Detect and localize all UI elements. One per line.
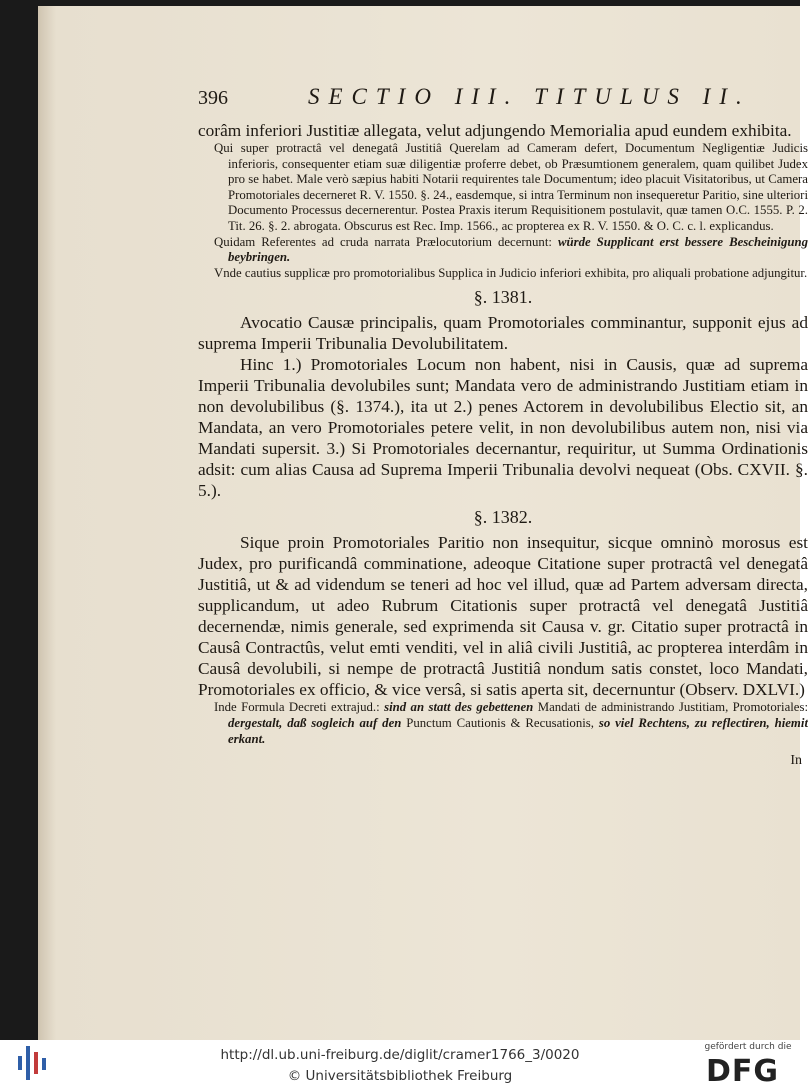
paragraph-hinc: Hinc 1.) Promotoriales Locum non habent, nisi in Causis, quæ ad suprema Imperii Tribunalia devolubiles sunt; Mandata vero de administrando Justitiam etiam in non devolubilibus (§. 1374.), ita ut 2.) penes Actorem in devolubilibus Electio sit, an Mandata, an vero Promotoriales petere velit, in non devolubilibus autem non, nisi via Mandati supersit. 3.) Si Promotoriales decernantur, requiritur, ut Summa Ordinationis adsit: cum alias Causa ad Suprema Imperii Tribunalia devolvi nequeat (Obs. CXVII. §. 5.). [198, 355, 808, 501]
page-header [198, 84, 808, 120]
formula-german-2: dergestalt, daß sogleich auf den [228, 715, 402, 730]
permalink-url[interactable]: http://dl.ub.uni-freiburg.de/diglit/cramer1766_3/0020 [220, 1047, 580, 1063]
paper-sheet [38, 6, 808, 1040]
note-formula [214, 700, 808, 747]
formula-german-3: so viel Rechtens, zu reflectiren, hiemit erkant. [228, 715, 808, 746]
note-1: Qui super protractâ vel denegatâ Justitiâ Querelam ad Cameram defert, Documentum Negligentiæ Judicis inferioris, consequenter etiam suæ diligentiæ proferre debet, ob Præsumtionem generalem, quam quilibet Judex pro se habet. Male verò sæpius habiti Notarii requirentes tale Documentum; ideo placuit Visitatoribus, ut Camera Promotoriales decerneret R. V. 1550. §. 24., easdemque, si intra Terminum non insequeretur Paritio, sine ulteriori Documento Processus decernerentur. Postea Praxis iterum Requisitionem postulavit, quæ tamen O.C. 1555. P. 2. Tit. 26. §. 2. abrogata. Obscurus est Rec. Imp. 1566., ac propterea ex R. V. 1550. & O. C. c. l. explicandus. [214, 141, 808, 233]
note-2-latin: Quidam Referentes ad cruda narrata Prælocutorium decernunt: [214, 234, 552, 249]
paragraph-sique: Sique proin Promotoriales Paritio non insequitur, sicque omninò morosus est Judex, pro purificandâ comminatione, adeoque Citatione super protractâ vel denegatâ Justitiâ, ut & ad videndum se teneri ad hoc vel illud, quæ ad Partem adversam directa, supplicandum, ut adeo Rubrum Citationis super protractâ vel denegatâ Justitiâ decernendæ, nimis generale, sed exprimenda sit Causa v. gr. Citatio super protractâ in Causâ Contractûs, velut emti venditi, vel in aliâ civili Justitiâ, ac propterea interdâm in Causâ devolubili, si nempe de protractâ Justitiâ nondum satis constet, loco Mandati, Promotoriales ex officio, & vice versâ, si satis aperta sit, decernuntur (Observ. DXLVI.) [198, 533, 808, 700]
dfg-tagline: gefördert durch die [704, 1042, 792, 1052]
formula-latin-1: Inde Formula Decreti extrajud.: [214, 700, 380, 715]
paragraph-continuation: corâm inferiori Justitiæ allegata, velut adjungendo Memorialia apud eundem exhibita. [198, 121, 792, 140]
page-number: 396 [198, 87, 228, 109]
note-3: Vnde cautius supplicæ pro promotorialibus Supplica in Judicio inferiori exhibita, pro aliquali probatione adjungitur. [214, 265, 808, 280]
section-heading-1381: §. 1381. [473, 287, 533, 308]
formula-german-1: sind an statt des gebettenen [384, 700, 534, 715]
catchword: In [790, 753, 802, 769]
section-heading-1382: §. 1382. [473, 507, 533, 528]
page-content [198, 84, 808, 769]
copyright-notice: © Universitätsbibliothek Freiburg [287, 1068, 513, 1084]
note-2 [214, 235, 808, 266]
dfg-logo: DFG [706, 1054, 780, 1089]
running-title: SECTIO III. TITULUS II. [308, 84, 751, 109]
formula-latin-2: Mandati de administrando Justitiam, Promotoriales: [537, 700, 808, 715]
paragraph-avocatio: Avocatio Causæ principalis, quam Promotoriales comminantur, supponit ejus ad suprema Imperii Tribunalia Devolubilitatem. [198, 313, 808, 354]
note-2-german: würde Supplicant erst bessere Bescheinigung beybringen. [228, 234, 808, 265]
formula-latin-3: Punctum Cautionis & Recusationis, [406, 715, 594, 730]
